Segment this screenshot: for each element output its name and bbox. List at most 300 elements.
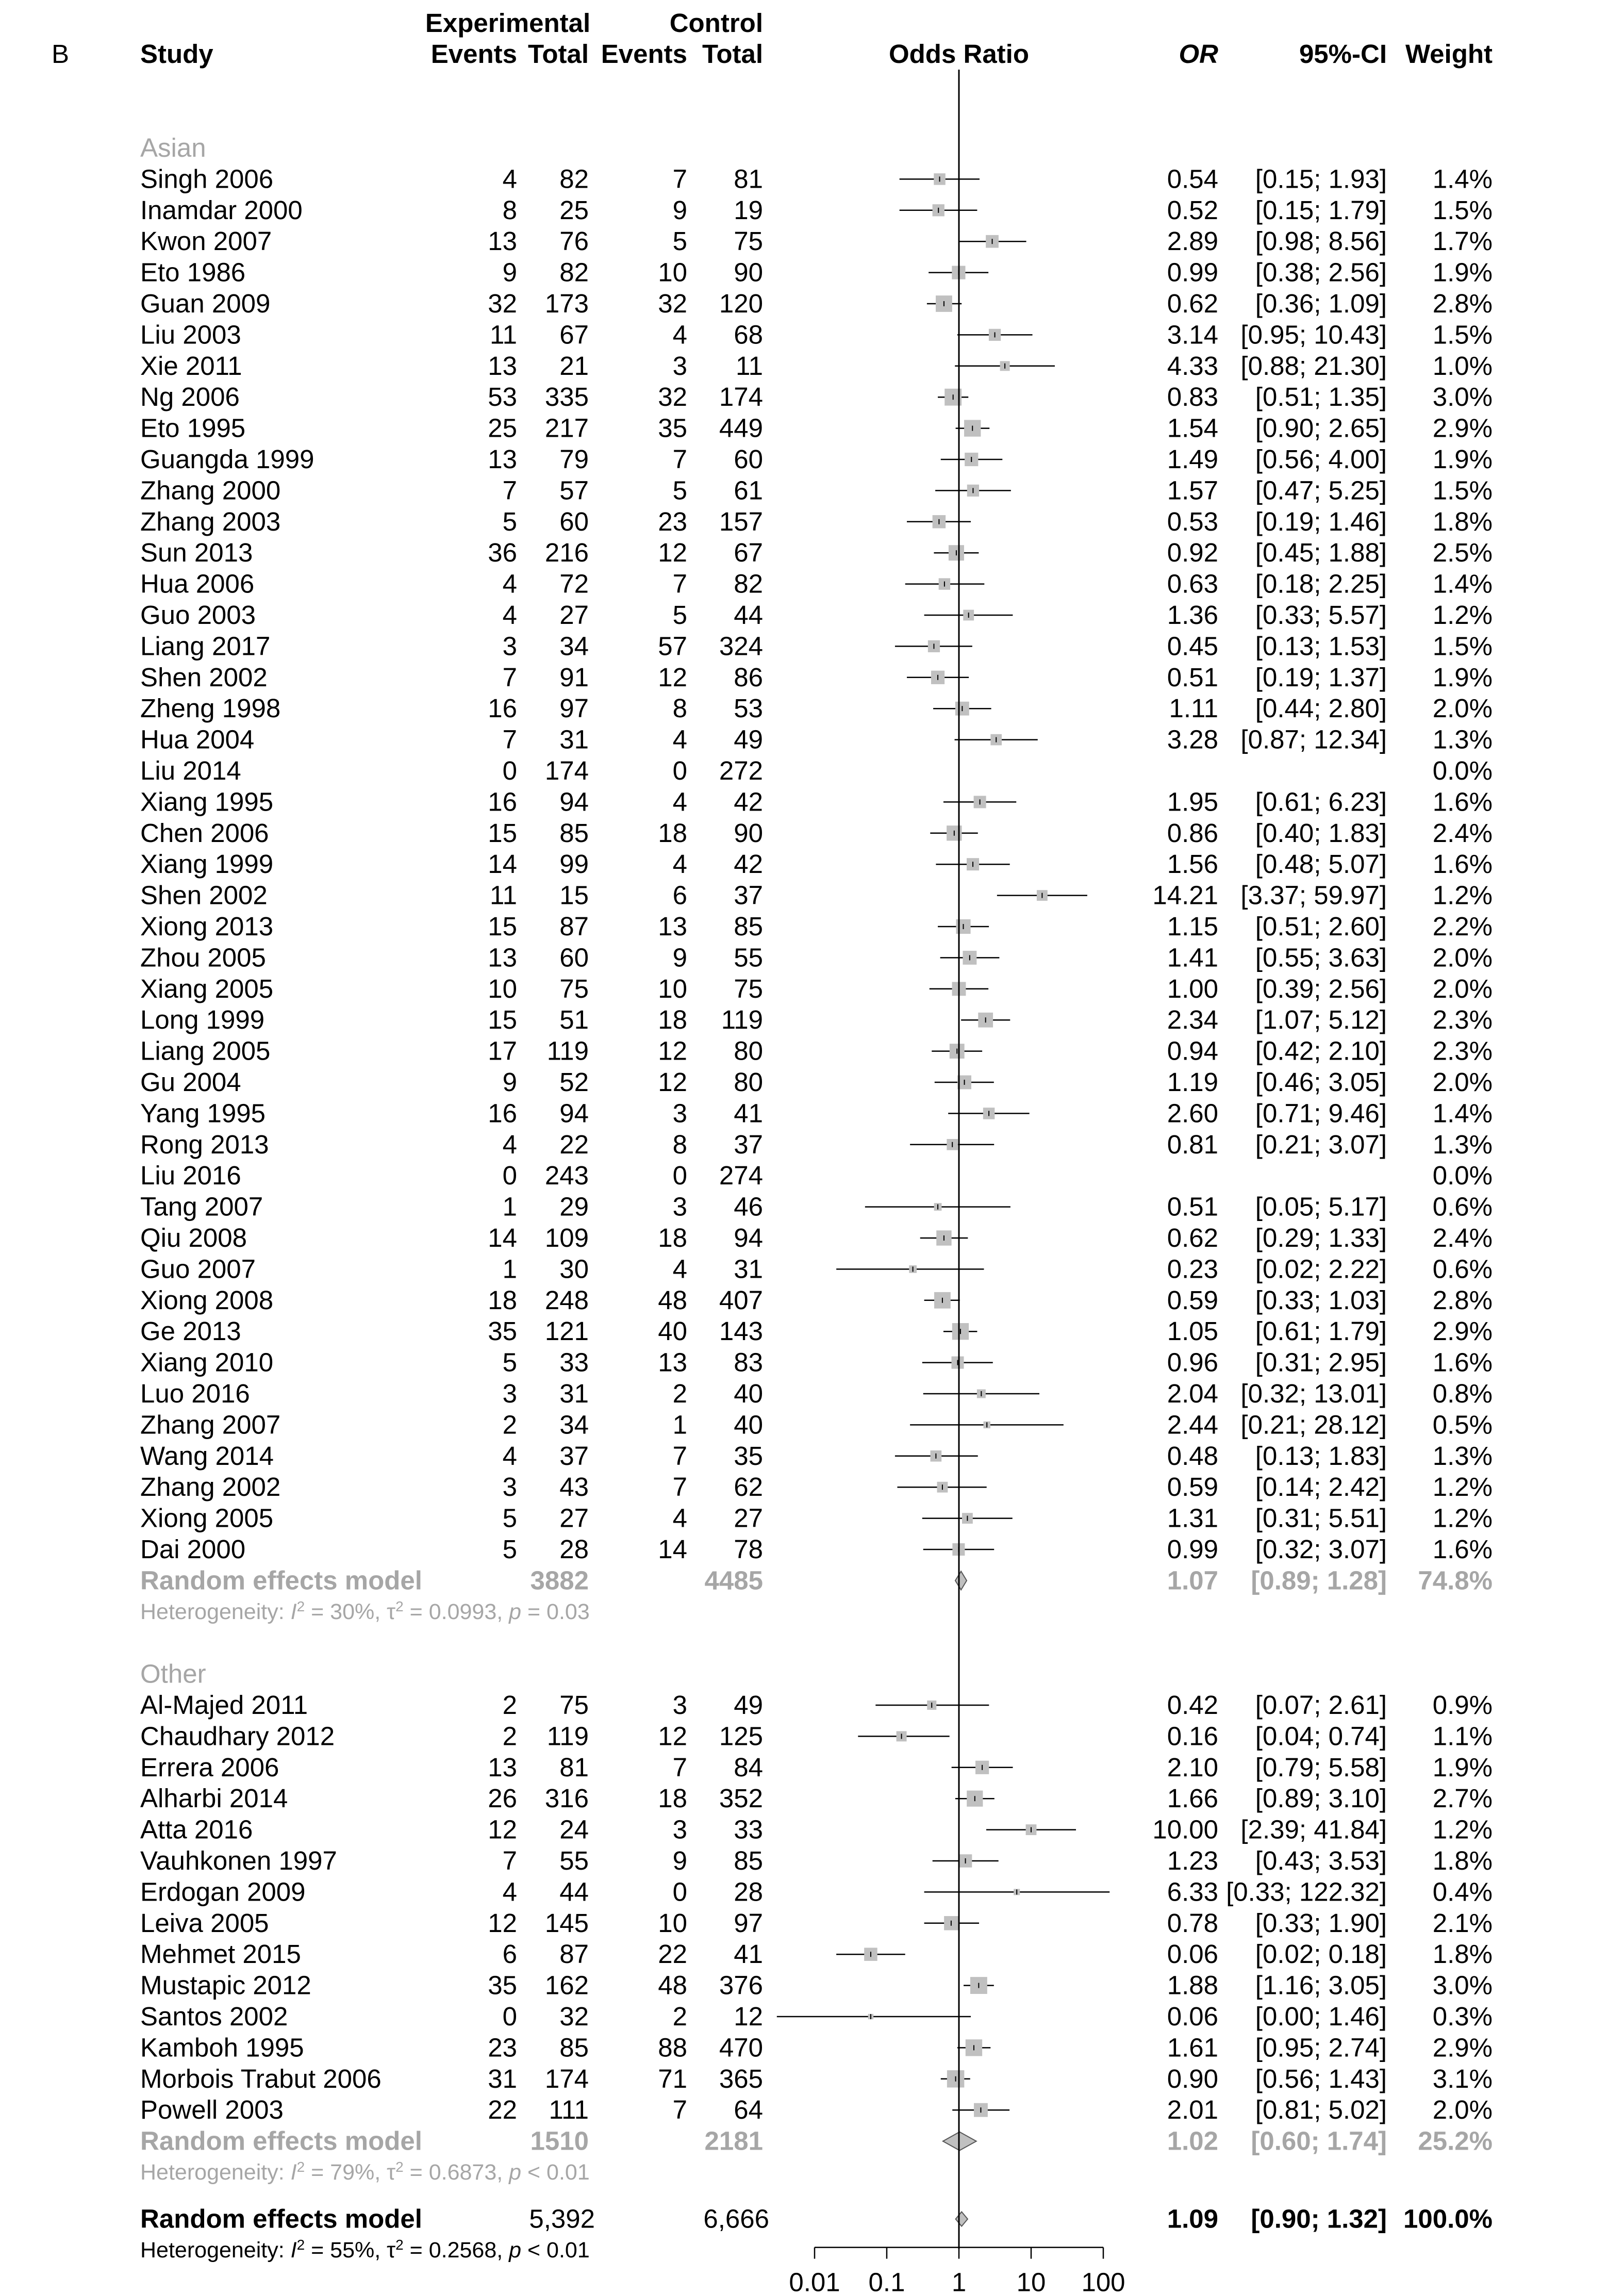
weight-value: 2.2%: [1432, 912, 1493, 941]
ctl-total: 449: [719, 413, 763, 443]
or-value: 0.78: [1167, 1908, 1218, 1938]
exp-events: 35: [488, 1316, 517, 1346]
exp-total: 121: [544, 1316, 589, 1346]
exp-total: 162: [544, 1970, 589, 2000]
heterogeneity-p-value: < 0.01: [521, 2238, 590, 2263]
ci-value: [0.95; 2.74]: [1255, 2033, 1387, 2062]
exp-total: 33: [559, 1347, 589, 1377]
exp-total: 97: [559, 694, 589, 723]
weight-value: 1.6%: [1432, 849, 1493, 879]
header-study: Study: [140, 39, 213, 69]
exp-events: 9: [502, 1067, 517, 1097]
study-name: Xiang 2010: [140, 1347, 274, 1377]
or-value: 0.99: [1167, 1534, 1218, 1564]
ci-value: [0.51; 1.35]: [1255, 382, 1387, 412]
or-value: 1.56: [1167, 849, 1218, 879]
x-axis-tick-label: 0.1: [868, 2267, 905, 2294]
ci-value: [0.43; 3.53]: [1255, 1846, 1387, 1875]
weight-value: 0.6%: [1432, 1192, 1493, 1222]
ctl-total: 46: [734, 1192, 763, 1222]
exp-total: 85: [559, 2033, 589, 2062]
ctl-events: 7: [672, 1472, 687, 1502]
subgroup-or: 1.07: [1167, 1565, 1218, 1595]
exp-events: 6: [502, 1939, 517, 1969]
ci-value: [0.19; 1.37]: [1255, 662, 1387, 692]
exp-events: 4: [502, 164, 517, 194]
ctl-events: 7: [672, 1752, 687, 1782]
ctl-events: 71: [658, 2064, 687, 2093]
or-value: 0.51: [1167, 1192, 1218, 1222]
exp-total: 145: [544, 1908, 589, 1938]
subgroup-weight: 74.8%: [1418, 1565, 1493, 1595]
ctl-events: 5: [672, 226, 687, 256]
heterogeneity-prefix: Heterogeneity:: [140, 2160, 291, 2185]
overall-heterogeneity: [140, 2237, 590, 2263]
exp-total: 119: [546, 1036, 589, 1066]
weight-value: 1.9%: [1432, 662, 1493, 692]
ctl-total: 82: [734, 569, 763, 599]
ctl-events: 9: [672, 1846, 687, 1875]
ci-value: [0.00; 1.46]: [1255, 2002, 1387, 2031]
exp-events: 0: [502, 2002, 517, 2031]
exp-total: 111: [549, 2095, 589, 2125]
weight-value: 1.4%: [1432, 1098, 1493, 1128]
overall-or: 1.09: [1167, 2204, 1218, 2234]
exp-events: 32: [488, 289, 517, 318]
or-value: 1.15: [1167, 912, 1218, 941]
or-value: 0.86: [1167, 818, 1218, 848]
heterogeneity-i2-symbol: I: [290, 1599, 297, 1624]
ctl-events: 5: [672, 600, 687, 630]
ctl-events: 10: [658, 1908, 687, 1938]
ctl-events: 32: [658, 289, 687, 318]
ctl-total: 42: [734, 849, 763, 879]
ctl-events: 12: [658, 1067, 687, 1097]
heterogeneity-p-symbol: p: [509, 2160, 522, 2185]
weight-value: 2.8%: [1432, 1285, 1493, 1315]
ctl-total: 90: [734, 257, 763, 287]
ctl-events: 4: [672, 787, 687, 817]
exp-total: 82: [559, 164, 589, 194]
weight-value: 0.5%: [1432, 1410, 1493, 1440]
ctl-total: 44: [734, 600, 763, 630]
exp-total: 31: [559, 1379, 589, 1408]
ctl-total: 60: [734, 444, 763, 474]
exp-events: 8: [502, 195, 517, 225]
or-value: 0.96: [1167, 1347, 1218, 1377]
heterogeneity-p-symbol: p: [509, 1599, 522, 1624]
or-value: 1.49: [1167, 444, 1218, 474]
study-name: Erdogan 2009: [140, 1877, 306, 1907]
superscript-2: 2: [296, 1598, 305, 1614]
weight-value: 1.3%: [1432, 1441, 1493, 1471]
weight-value: 1.7%: [1432, 226, 1493, 256]
exp-total: 55: [559, 1846, 589, 1875]
study-name: Alharbi 2014: [140, 1784, 288, 1813]
ci-value: [0.14; 2.42]: [1255, 1472, 1387, 1502]
ctl-total: 157: [719, 506, 763, 536]
ci-value: [0.04; 0.74]: [1255, 1721, 1387, 1751]
study-name: Sun 2013: [140, 538, 253, 568]
exp-events: 9: [502, 257, 517, 287]
ci-value: [0.39; 2.56]: [1255, 973, 1387, 1003]
ci-value: [0.02; 2.22]: [1255, 1254, 1387, 1284]
ctl-total: 12: [734, 2002, 763, 2031]
study-name: Kamboh 1995: [140, 2033, 304, 2062]
heterogeneity-i2-value: = 79%,: [305, 2160, 387, 2185]
or-value: 0.54: [1167, 164, 1218, 194]
exp-events: 5: [502, 506, 517, 536]
ci-value: [0.48; 5.07]: [1255, 849, 1387, 879]
ctl-events: 7: [672, 569, 687, 599]
weight-value: 0.0%: [1432, 756, 1493, 785]
exp-events: 4: [502, 1877, 517, 1907]
weight-value: 2.3%: [1432, 1005, 1493, 1035]
weight-value: 1.6%: [1432, 1347, 1493, 1377]
exp-events: 12: [488, 1814, 517, 1844]
ctl-total: 85: [734, 912, 763, 941]
weight-value: 2.4%: [1432, 818, 1493, 848]
or-value: 1.54: [1167, 413, 1218, 443]
study-name: Dai 2000: [140, 1534, 246, 1564]
study-name: Qiu 2008: [140, 1223, 247, 1252]
ctl-events: 12: [658, 662, 687, 692]
or-value: 0.16: [1167, 1721, 1218, 1751]
ci-value: [1.16; 3.05]: [1255, 1970, 1387, 2000]
ctl-events: 8: [672, 1129, 687, 1159]
ci-value: [0.46; 3.05]: [1255, 1067, 1387, 1097]
or-value: 0.53: [1167, 506, 1218, 536]
ci-value: [0.88; 21.30]: [1240, 351, 1387, 381]
exp-total: 67: [559, 320, 589, 350]
heterogeneity-tau-symbol: τ: [387, 2160, 396, 2185]
weight-value: 2.8%: [1432, 289, 1493, 318]
exp-events: 4: [502, 1441, 517, 1471]
ctl-total: 37: [734, 880, 763, 910]
ci-value: [0.29; 1.33]: [1255, 1223, 1387, 1252]
ci-value: [0.87; 12.34]: [1240, 724, 1387, 754]
ctl-total: 97: [734, 1908, 763, 1938]
ctl-events: 18: [658, 1223, 687, 1252]
ci-value: [0.32; 13.01]: [1240, 1379, 1387, 1408]
weight-value: 2.9%: [1432, 2033, 1493, 2062]
weight-value: 0.6%: [1432, 1254, 1493, 1284]
ctl-total: 53: [734, 694, 763, 723]
exp-events: 15: [488, 818, 517, 848]
ctl-total: 143: [719, 1316, 763, 1346]
ctl-events: 23: [658, 506, 687, 536]
ctl-events: 3: [672, 1814, 687, 1844]
weight-value: 0.9%: [1432, 1690, 1493, 1720]
study-name: Shen 2002: [140, 880, 268, 910]
heterogeneity-i2-symbol: I: [290, 2238, 297, 2263]
ctl-total: 41: [734, 1939, 763, 1969]
ctl-total: 94: [734, 1223, 763, 1252]
exp-total: 28: [559, 1534, 589, 1564]
heterogeneity-tau-symbol: τ: [387, 2238, 396, 2263]
study-name: Powell 2003: [140, 2095, 284, 2125]
weight-value: 3.1%: [1432, 2064, 1493, 2093]
ctl-total: 365: [719, 2064, 763, 2093]
ctl-events: 12: [658, 1036, 687, 1066]
exp-total: 60: [559, 506, 589, 536]
subgroup-ctl-total: 4485: [704, 1565, 763, 1595]
exp-total: 75: [559, 973, 589, 1003]
ctl-total: 28: [734, 1877, 763, 1907]
ci-value: [0.13; 1.53]: [1255, 631, 1387, 661]
ctl-total: 80: [734, 1067, 763, 1097]
or-value: 1.88: [1167, 1970, 1218, 2000]
ctl-events: 12: [658, 538, 687, 568]
heterogeneity-p-value: < 0.01: [521, 2160, 590, 2185]
superscript-2: 2: [296, 2236, 305, 2253]
ctl-events: 0: [672, 1161, 687, 1191]
or-value: 0.51: [1167, 662, 1218, 692]
ctl-total: 90: [734, 818, 763, 848]
ctl-events: 88: [658, 2033, 687, 2062]
or-value: 1.23: [1167, 1846, 1218, 1875]
ci-value: [0.13; 1.83]: [1255, 1441, 1387, 1471]
exp-events: 25: [488, 413, 517, 443]
ci-value: [0.33; 5.57]: [1255, 600, 1387, 630]
or-value: 0.90: [1167, 2064, 1218, 2093]
ctl-events: 7: [672, 2095, 687, 2125]
exp-total: 79: [559, 444, 589, 474]
exp-total: 27: [559, 1503, 589, 1533]
weight-value: 1.5%: [1432, 195, 1493, 225]
x-axis-tick-label: 10: [1016, 2267, 1046, 2294]
exp-events: 3: [502, 1472, 517, 1502]
exp-total: 27: [559, 600, 589, 630]
heterogeneity-p-value: = 0.03: [521, 1599, 590, 1624]
weight-value: 1.8%: [1432, 1939, 1493, 1969]
subgroup-ctl-total: 2181: [704, 2126, 763, 2156]
or-value: 0.94: [1167, 1036, 1218, 1066]
weight-value: 3.0%: [1432, 382, 1493, 412]
or-value: 14.21: [1152, 880, 1218, 910]
study-name: Singh 2006: [140, 164, 274, 194]
study-name: Ge 2013: [140, 1316, 241, 1346]
exp-total: 216: [544, 538, 589, 568]
study-name: Liang 2005: [140, 1036, 271, 1066]
weight-value: 1.5%: [1432, 320, 1493, 350]
weight-value: 0.8%: [1432, 1379, 1493, 1408]
study-name: Eto 1986: [140, 257, 246, 287]
study-name: Morbois Trabut 2006: [140, 2064, 382, 2093]
or-value: 0.92: [1167, 538, 1218, 568]
ci-value: [0.79; 5.58]: [1255, 1752, 1387, 1782]
panel-letter: B: [52, 39, 70, 69]
ctl-events: 9: [672, 943, 687, 972]
exp-total: 82: [559, 257, 589, 287]
study-name: Leiva 2005: [140, 1908, 269, 1938]
exp-events: 7: [502, 1846, 517, 1875]
or-value: 0.52: [1167, 195, 1218, 225]
ctl-total: 376: [719, 1970, 763, 2000]
exp-events: 4: [502, 600, 517, 630]
ctl-events: 3: [672, 1690, 687, 1720]
weight-value: 1.3%: [1432, 1129, 1493, 1159]
ctl-total: 41: [734, 1098, 763, 1128]
header-control: Control: [669, 8, 763, 38]
or-value: 3.14: [1167, 320, 1218, 350]
exp-total: 85: [559, 818, 589, 848]
exp-events: 26: [488, 1784, 517, 1813]
ctl-events: 48: [658, 1285, 687, 1315]
study-name: Xiong 2005: [140, 1503, 274, 1533]
exp-events: 5: [502, 1347, 517, 1377]
exp-total: 174: [544, 2064, 589, 2093]
weight-value: 2.0%: [1432, 943, 1493, 972]
ctl-events: 40: [658, 1316, 687, 1346]
study-name: Long 1999: [140, 1005, 265, 1035]
ctl-total: 125: [719, 1721, 763, 1751]
ctl-events: 3: [672, 1192, 687, 1222]
study-name: Mehmet 2015: [140, 1939, 301, 1969]
study-name: Eto 1995: [140, 413, 246, 443]
or-value: 0.42: [1167, 1690, 1218, 1720]
exp-total: 21: [559, 351, 589, 381]
study-name: Guo 2003: [140, 600, 256, 630]
ci-value: [0.02; 0.18]: [1255, 1939, 1387, 1969]
ctl-total: 49: [734, 724, 763, 754]
exp-events: 14: [488, 1223, 517, 1252]
study-name: Kwon 2007: [140, 226, 272, 256]
weight-value: 2.0%: [1432, 1067, 1493, 1097]
ci-value: [0.40; 1.83]: [1255, 818, 1387, 848]
exp-events: 16: [488, 1098, 517, 1128]
ctl-total: 407: [719, 1285, 763, 1315]
ctl-total: 81: [734, 164, 763, 194]
or-value: 6.33: [1167, 1877, 1218, 1907]
ci-value: [0.56; 4.00]: [1255, 444, 1387, 474]
ci-value: [0.61; 6.23]: [1255, 787, 1387, 817]
ctl-total: 324: [719, 631, 763, 661]
exp-total: 51: [559, 1005, 589, 1035]
ctl-total: 84: [734, 1752, 763, 1782]
subgroup-or: 1.02: [1167, 2126, 1218, 2156]
exp-total: 76: [559, 226, 589, 256]
superscript-2: 2: [395, 1598, 404, 1614]
weight-value: 1.9%: [1432, 444, 1493, 474]
heterogeneity-tau-value: = 0.0993,: [403, 1599, 509, 1624]
or-value: 0.06: [1167, 2002, 1218, 2031]
exp-events: 11: [490, 880, 517, 910]
exp-total: 248: [544, 1285, 589, 1315]
ctl-events: 7: [672, 1441, 687, 1471]
superscript-2: 2: [296, 2158, 305, 2175]
study-name: Guo 2007: [140, 1254, 256, 1284]
ctl-total: 68: [734, 320, 763, 350]
ctl-total: 33: [734, 1814, 763, 1844]
subgroup-label: Asian: [140, 133, 206, 162]
study-name: Wang 2014: [140, 1441, 274, 1471]
exp-events: 16: [488, 694, 517, 723]
ctl-events: 18: [658, 1784, 687, 1813]
exp-events: 13: [488, 226, 517, 256]
header-exp-total: Total: [527, 39, 589, 69]
exp-total: 75: [559, 1690, 589, 1720]
ci-value: [0.15; 1.79]: [1255, 195, 1387, 225]
header-row: [52, 8, 1493, 69]
exp-events: 16: [488, 787, 517, 817]
study-name: Liang 2017: [140, 631, 271, 661]
exp-events: 2: [502, 1721, 517, 1751]
ctl-total: 120: [719, 289, 763, 318]
ctl-events: 18: [658, 818, 687, 848]
exp-total: 37: [559, 1441, 589, 1471]
exp-events: 1: [502, 1192, 517, 1222]
study-name: Ng 2006: [140, 382, 240, 412]
weight-value: 1.8%: [1432, 506, 1493, 536]
exp-events: 13: [488, 943, 517, 972]
exp-total: 29: [559, 1192, 589, 1222]
subgroup-summary-label: Random effects model: [140, 2126, 422, 2156]
exp-total: 72: [559, 569, 589, 599]
heterogeneity-i2-value: = 30%,: [305, 1599, 387, 1624]
overall-exp-total: 5,392: [529, 2204, 595, 2234]
weight-value: 2.4%: [1432, 1223, 1493, 1252]
or-value: 0.45: [1167, 631, 1218, 661]
or-value: 1.31: [1167, 1503, 1218, 1533]
ctl-total: 352: [719, 1784, 763, 1813]
ctl-events: 5: [672, 475, 687, 505]
ci-value: [0.98; 8.56]: [1255, 226, 1387, 256]
ci-value: [0.81; 5.02]: [1255, 2095, 1387, 2125]
subgroup-ci: [0.60; 1.74]: [1251, 2126, 1387, 2156]
subgroup-heterogeneity: [140, 1598, 590, 1624]
ci-value: [0.90; 2.65]: [1255, 413, 1387, 443]
exp-total: 94: [559, 787, 589, 817]
ctl-events: 1: [672, 1410, 687, 1440]
or-value: 2.04: [1167, 1379, 1218, 1408]
or-value: 2.34: [1167, 1005, 1218, 1035]
overall-diamond: [956, 2212, 968, 2226]
or-value: 1.19: [1167, 1067, 1218, 1097]
or-value: 1.66: [1167, 1784, 1218, 1813]
ctl-total: 119: [721, 1005, 763, 1035]
ctl-total: 40: [734, 1379, 763, 1408]
exp-total: 81: [559, 1752, 589, 1782]
ctl-total: 470: [719, 2033, 763, 2062]
or-value: 4.33: [1167, 351, 1218, 381]
study-name: Yang 1995: [140, 1098, 266, 1128]
study-name: Xiong 2008: [140, 1285, 274, 1315]
x-axis-tick-label: 0.01: [789, 2267, 840, 2294]
ci-value: [0.33; 1.90]: [1255, 1908, 1387, 1938]
or-value: 0.81: [1167, 1129, 1218, 1159]
ctl-events: 13: [658, 1347, 687, 1377]
weight-value: 1.0%: [1432, 351, 1493, 381]
ctl-total: 55: [734, 943, 763, 972]
exp-total: 91: [559, 662, 589, 692]
ctl-events: 2: [672, 2002, 687, 2031]
ctl-total: 75: [734, 973, 763, 1003]
ctl-total: 85: [734, 1846, 763, 1875]
ctl-events: 4: [672, 849, 687, 879]
exp-total: 31: [559, 724, 589, 754]
weight-value: 2.0%: [1432, 973, 1493, 1003]
ci-value: [0.32; 3.07]: [1255, 1534, 1387, 1564]
study-name: Xie 2011: [140, 351, 242, 381]
header-ci: 95%-CI: [1299, 39, 1387, 69]
ci-value: [0.51; 2.60]: [1255, 912, 1387, 941]
subgroup-exp-total: 3882: [530, 1565, 589, 1595]
ctl-events: 0: [672, 1877, 687, 1907]
or-value: 0.06: [1167, 1939, 1218, 1969]
study-name: Santos 2002: [140, 2002, 288, 2031]
study-name: Zhou 2005: [140, 943, 266, 972]
